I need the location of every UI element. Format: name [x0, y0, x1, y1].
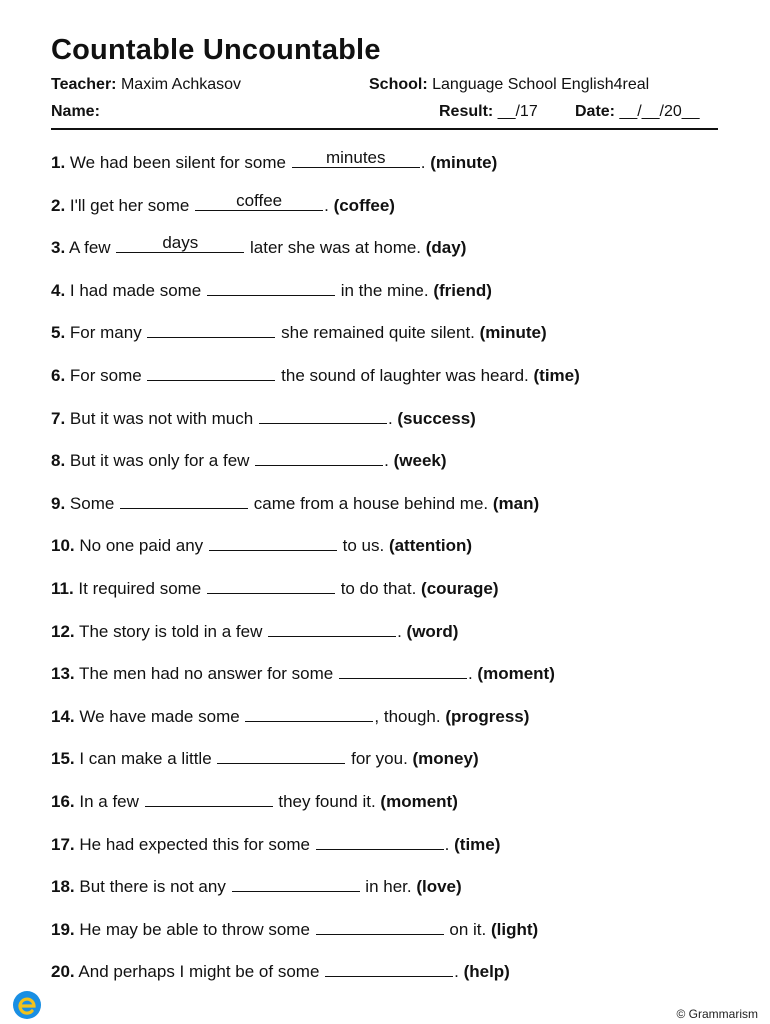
school-line — [369, 75, 649, 95]
question-number: 3. — [51, 238, 66, 258]
question-text-after: . — [420, 153, 431, 172]
question-item — [51, 150, 497, 174]
question-text-after: . — [387, 408, 398, 428]
question-text-after: to us. — [337, 536, 389, 556]
question-text-after: for you. — [346, 749, 413, 769]
answer-blank[interactable] — [232, 874, 360, 892]
result-value: __/17 — [497, 103, 538, 120]
question-text-before: For some — [65, 366, 147, 385]
question-text-after: to do that. — [335, 579, 422, 598]
question-item — [51, 874, 462, 898]
answer-blank[interactable] — [195, 190, 323, 211]
question-text-after: in the mine. — [336, 280, 434, 300]
question-hint: (progress) — [445, 706, 530, 726]
answer-blank[interactable] — [147, 320, 275, 338]
school-value: Language School English4real — [432, 76, 650, 93]
answer-blank[interactable] — [209, 533, 337, 551]
question-hint: (week) — [393, 451, 447, 471]
question-text-before: The men had no answer for some — [74, 664, 338, 684]
teacher-value: Maxim Achkasov — [120, 76, 242, 93]
answer-blank[interactable] — [292, 150, 420, 168]
question-text-before: He had expected this for some — [74, 834, 315, 854]
question-text-after: . — [454, 962, 464, 982]
question-text-after: came from a house behind me. — [249, 493, 493, 513]
answer-blank[interactable] — [217, 746, 345, 764]
question-number: 12. — [51, 621, 75, 641]
question-number: 19. — [51, 919, 75, 939]
question-number: 13. — [51, 664, 75, 684]
date-line — [575, 102, 700, 122]
question-text-after: on it. — [444, 919, 491, 939]
question-text-before: A few — [65, 238, 116, 258]
answer-blank[interactable] — [268, 619, 396, 637]
question-number: 4. — [51, 280, 66, 300]
question-item — [51, 533, 472, 557]
question-item — [51, 363, 580, 387]
question-text-after: . — [324, 195, 334, 215]
question-number: 5. — [51, 323, 66, 343]
question-item — [51, 746, 479, 770]
question-hint: (minute) — [479, 323, 547, 343]
question-text-after: in her. — [360, 877, 417, 897]
question-text-before: No one paid any — [74, 536, 208, 556]
answer-blank[interactable] — [116, 235, 244, 253]
question-text-after: . — [467, 664, 478, 684]
result-label: Result: — [439, 103, 494, 120]
copyright-text: © Grammarism — [676, 1007, 758, 1021]
question-hint: (love) — [416, 877, 462, 897]
question-hint: (money) — [412, 749, 479, 769]
question-hint: (coffee) — [333, 195, 395, 215]
question-hint: (moment) — [380, 792, 458, 811]
question-hint: (word) — [406, 621, 459, 641]
question-text-after: . — [384, 451, 394, 471]
question-item — [51, 832, 500, 856]
question-item — [51, 448, 447, 472]
question-text-before: We have made some — [74, 706, 245, 726]
question-item — [51, 235, 466, 259]
question-item — [51, 661, 555, 685]
name-label: Name: — [51, 103, 100, 120]
question-hint: (success) — [397, 408, 476, 428]
question-item — [51, 190, 395, 217]
question-number: 2. — [51, 195, 66, 215]
answer-text: coffee — [236, 190, 283, 210]
question-text-before: I'll get her some — [65, 195, 195, 215]
question-hint: (courage) — [421, 579, 499, 598]
question-item — [51, 278, 492, 302]
answer-blank[interactable] — [259, 406, 387, 424]
question-number: 7. — [51, 408, 66, 428]
question-hint: (help) — [463, 962, 510, 982]
teacher-label: Teacher: — [51, 76, 117, 93]
question-text-before: The story is told in a few — [74, 621, 268, 641]
question-hint: (time) — [454, 834, 501, 854]
question-text-after: the sound of laughter was heard. — [276, 366, 534, 385]
date-value: __/__/20__ — [619, 103, 700, 120]
question-number: 15. — [51, 749, 75, 769]
question-text-before: And perhaps I might be of some — [74, 962, 325, 982]
answer-blank[interactable] — [207, 576, 335, 594]
question-text-before: I can make a little — [74, 749, 217, 769]
question-text-before: But there is not any — [74, 877, 231, 897]
grammarism-e-logo-icon — [12, 990, 42, 1020]
question-number: 20. — [51, 962, 75, 982]
answer-text: minutes — [325, 148, 386, 167]
header-divider — [51, 128, 718, 130]
question-number: 8. — [51, 451, 66, 471]
question-item — [51, 320, 547, 344]
question-number: 16. — [51, 792, 75, 811]
question-text-after: they found it. — [273, 792, 381, 811]
question-text-before: But it was not with much — [65, 408, 258, 428]
question-text-after: . — [444, 834, 455, 854]
question-text-after: , though. — [374, 706, 446, 726]
name-line — [51, 102, 100, 122]
question-item — [51, 491, 539, 515]
school-label: School: — [369, 76, 428, 93]
question-text-before: He may be able to throw some — [74, 919, 315, 939]
result-line — [439, 102, 538, 122]
question-number: 9. — [51, 493, 66, 513]
question-number: 17. — [51, 834, 75, 854]
question-text-before: We had been silent for some — [65, 153, 291, 172]
question-text-before: It required some — [73, 579, 206, 598]
page-title: Countable Uncountable — [51, 34, 381, 66]
question-text-after: . — [397, 621, 407, 641]
question-item — [51, 619, 458, 643]
answer-blank[interactable] — [255, 448, 383, 466]
answer-blank[interactable] — [145, 789, 273, 807]
question-hint: (light) — [490, 919, 539, 939]
answer-blank[interactable] — [147, 363, 275, 381]
question-hint: (attention) — [388, 536, 473, 556]
answer-blank[interactable] — [245, 704, 373, 722]
question-hint: (minute) — [430, 153, 498, 172]
question-number: 10. — [51, 536, 75, 556]
answer-blank[interactable] — [207, 278, 335, 296]
question-item — [51, 576, 499, 600]
question-item — [51, 704, 529, 728]
question-number: 11. — [51, 579, 74, 598]
answer-text: days — [162, 233, 199, 253]
question-hint: (time) — [533, 366, 580, 385]
teacher-line — [51, 75, 241, 95]
question-text-before: But it was only for a few — [65, 451, 255, 471]
question-text-before: Some — [65, 493, 120, 513]
question-item — [51, 959, 510, 983]
question-number: 6. — [51, 366, 66, 385]
answer-blank[interactable] — [316, 832, 444, 850]
question-item — [51, 789, 458, 813]
answer-blank[interactable] — [316, 917, 444, 935]
question-number: 14. — [51, 706, 75, 726]
answer-blank[interactable] — [339, 661, 467, 679]
question-number: 1. — [51, 153, 66, 172]
answer-blank[interactable] — [325, 959, 453, 977]
date-label: Date: — [575, 103, 616, 120]
question-hint: (man) — [492, 493, 540, 513]
question-item — [51, 406, 476, 430]
question-item — [51, 917, 538, 941]
answer-blank[interactable] — [120, 491, 248, 509]
question-text-after: she remained quite silent. — [276, 323, 480, 343]
question-hint: (friend) — [433, 280, 492, 300]
question-text-after: later she was at home. — [245, 238, 426, 258]
question-number: 18. — [51, 877, 75, 897]
question-text-before: For many — [65, 323, 147, 343]
question-text-before: I had made some — [65, 280, 206, 300]
question-text-before: In a few — [74, 792, 144, 811]
question-hint: (moment) — [477, 664, 555, 684]
question-hint: (day) — [425, 238, 467, 258]
